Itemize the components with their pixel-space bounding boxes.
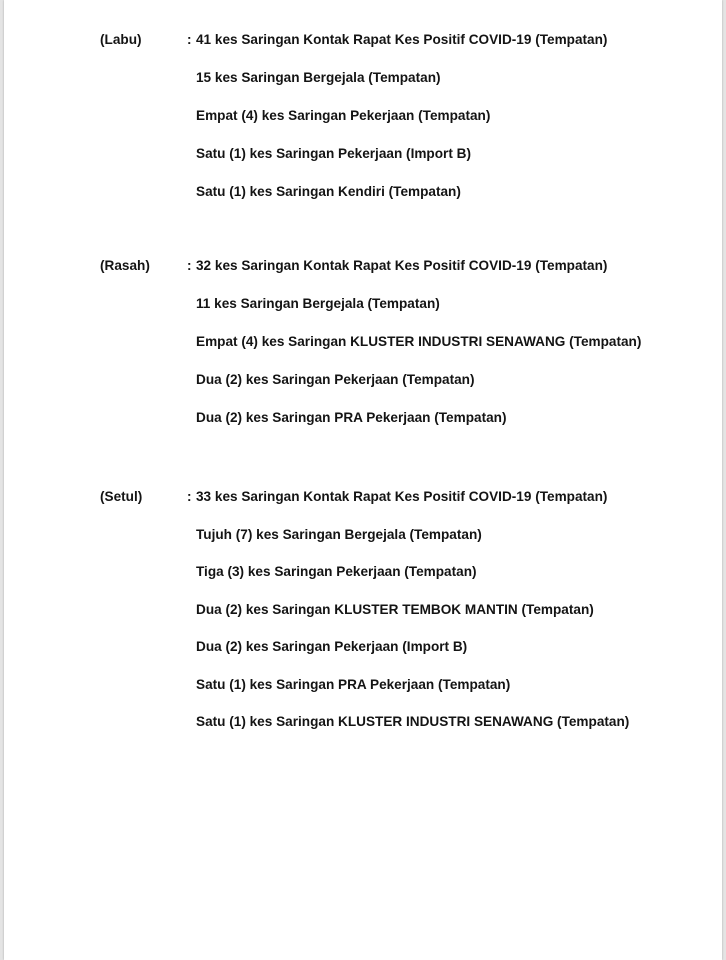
case-text: Dua (2) kes Saringan PRA Pekerjaan (Tempatan) xyxy=(196,410,507,425)
case-text: Satu (1) kes Saringan PRA Pekerjaan (Tempatan) xyxy=(196,676,511,692)
case-line xyxy=(187,676,629,714)
case-text: Empat (4) kes Saringan KLUSTER INDUSTRI SENAWANG (Tempatan) xyxy=(196,334,642,349)
case-line xyxy=(187,713,629,751)
section-label: (Setul) xyxy=(100,489,143,504)
colon-separator: : xyxy=(187,258,192,273)
section-label: (Labu) xyxy=(100,32,142,47)
case-text: 32 kes Saringan Kontak Rapat Kes Positif COVID-19 (Tempatan) xyxy=(196,258,608,273)
case-line xyxy=(187,409,641,447)
case-line xyxy=(187,295,641,333)
case-line xyxy=(187,638,629,676)
case-text: 33 kes Saringan Kontak Rapat Kes Positif COVID-19 (Tempatan) xyxy=(196,489,608,504)
document-page xyxy=(4,0,722,960)
case-line xyxy=(187,31,607,69)
section-label: (Rasah) xyxy=(100,258,150,273)
case-line xyxy=(187,183,607,221)
case-list xyxy=(187,488,629,751)
case-line xyxy=(187,563,629,601)
colon-separator: : xyxy=(187,32,192,47)
case-text: Dua (2) kes Saringan Pekerjaan (Import B) xyxy=(196,639,468,654)
case-list xyxy=(187,257,641,447)
case-text: Dua (2) kes Saringan KLUSTER TEMBOK MANTIN (Tempatan) xyxy=(196,601,594,617)
case-text: Tiga (3) kes Saringan Pekerjaan (Tempatan) xyxy=(196,564,477,579)
case-line xyxy=(187,145,607,183)
case-line xyxy=(187,69,607,107)
case-text: Empat (4) kes Saringan Pekerjaan (Tempatan) xyxy=(196,108,491,123)
colon-separator: : xyxy=(187,489,192,504)
case-text: 15 kes Saringan Bergejala (Tempatan) xyxy=(196,70,441,85)
case-text: Satu (1) kes Saringan Kendiri (Tempatan) xyxy=(196,184,461,199)
case-line xyxy=(187,488,629,526)
case-text: 41 kes Saringan Kontak Rapat Kes Positif COVID-19 (Tempatan) xyxy=(196,32,608,47)
case-list xyxy=(187,31,607,221)
case-line xyxy=(187,107,607,145)
case-line xyxy=(187,601,629,639)
case-line xyxy=(187,257,641,295)
case-line xyxy=(187,333,641,371)
case-text: Satu (1) kes Saringan KLUSTER INDUSTRI SENAWANG (Tempatan) xyxy=(196,714,630,729)
case-text: Satu (1) kes Saringan Pekerjaan (Import B) xyxy=(196,146,471,161)
case-text: Tujuh (7) kes Saringan Bergejala (Tempatan) xyxy=(196,526,482,542)
case-text: Dua (2) kes Saringan Pekerjaan (Tempatan) xyxy=(196,372,475,387)
case-line xyxy=(187,371,641,409)
case-line xyxy=(187,526,629,564)
case-text: 11 kes Saringan Bergejala (Tempatan) xyxy=(196,296,440,311)
